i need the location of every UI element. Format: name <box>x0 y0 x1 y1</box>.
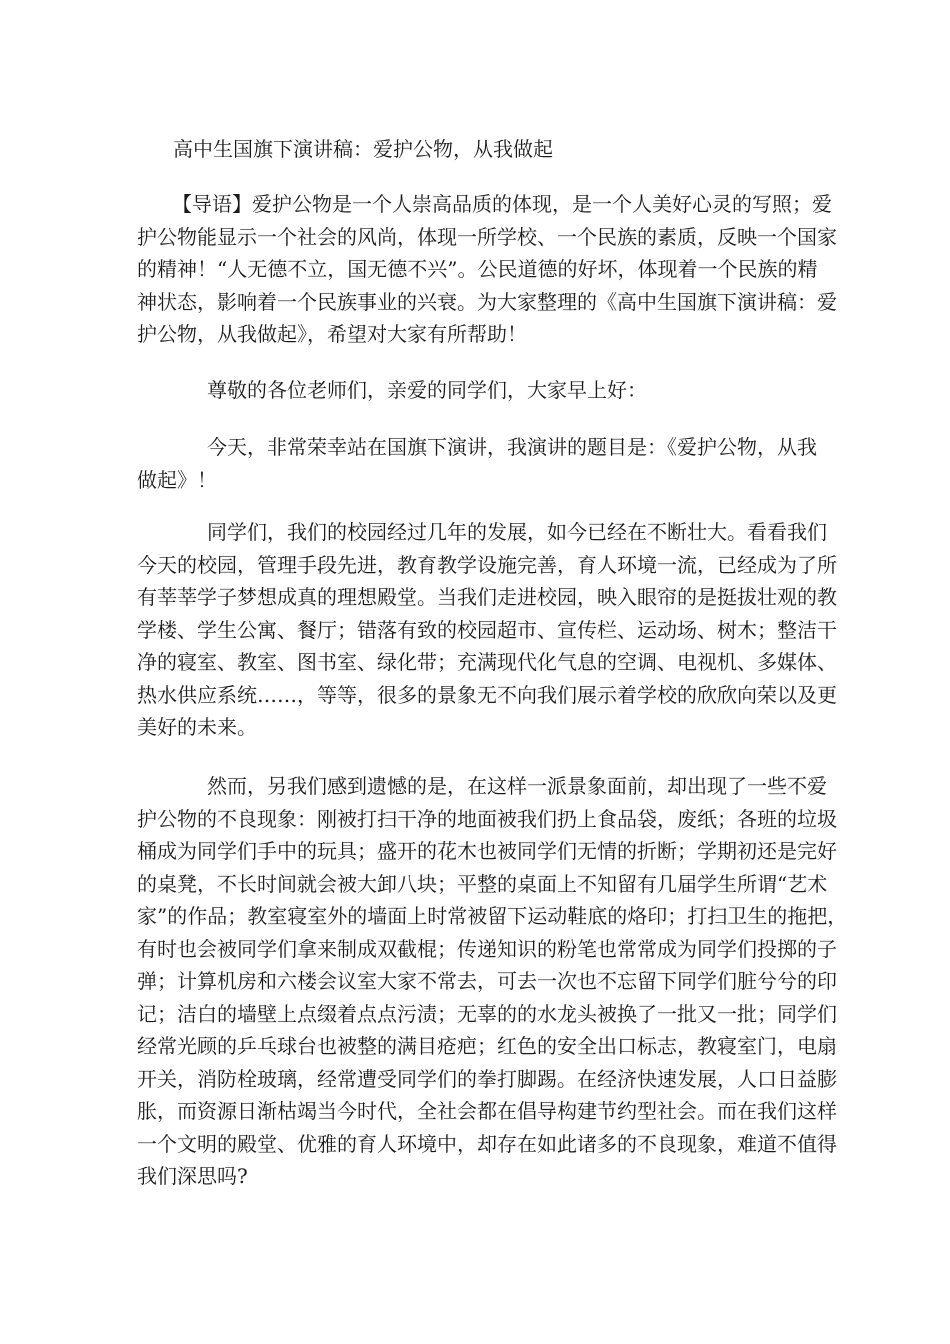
paragraph-line: 开关，消防栓玻璃，经常遭受同学们的拳打脚踢。在经济快速发展，人口日益膨 <box>137 1066 837 1091</box>
paragraph-line: 净的寝室、教室、图书室、绿化带；充满现代化气息的空调、电视机、多媒体、 <box>137 650 837 674</box>
campus-paragraph <box>137 516 837 744</box>
paragraph-line: 的桌凳，不长时间就会被大卸八块；平整的桌面上不知留有几届学生所谓“艺术 <box>137 871 828 896</box>
intro-paragraph <box>137 188 837 351</box>
paragraph-line: 弹；计算机房和六楼会议室大家不常去，可去一次也不忘留下同学们脏兮兮的印 <box>137 969 837 993</box>
paragraph-line: 学楼、学生公寓、餐厅；错落有致的校园超市、宣传栏、运动场、树木；整洁干 <box>137 617 837 642</box>
greeting-paragraph <box>137 374 813 407</box>
paragraph-line: 有时也会被同学们拿来制成双截棍；传递知识的粉笔也常常成为同学们投掷的子 <box>137 936 837 961</box>
paragraph-line: 记；洁白的墙壁上点缀着点点污渍；无辜的的水龙头被换了一批又一批；同学们 <box>137 1001 837 1026</box>
paragraph-line: 今天，非常荣幸站在国旗下演讲，我演讲的题目是：《爱护公物，从我 <box>207 435 817 459</box>
topic-paragraph <box>137 431 817 496</box>
paragraph-line: 然而，另我们感到遗憾的是，在这样一派景象面前，却出现了一些不爱 <box>207 774 827 798</box>
paragraph-line: 【导语】爱护公物是一个人崇高品质的体现，是一个人美好心灵的写照；爱 <box>172 192 832 216</box>
paragraph-line: 经常光顾的乒乓球台也被整的满目疮疤；红色的安全出口标志，教寝室门，电扇 <box>137 1034 837 1058</box>
paragraph-line: 我们深思吗? <box>137 1164 248 1188</box>
paragraph-line: 美好的未来。 <box>137 715 257 739</box>
paragraph-line: 神状态，影响着一个民族事业的兴衰。为大家整理的《高中生国旗下演讲稿：爱 <box>137 289 837 314</box>
problems-paragraph <box>137 770 848 1193</box>
paragraph-line: 桶成为同学们手中的玩具；盛开的花木也被同学们无情的折断；学期初还是完好 <box>137 839 837 863</box>
paragraph-line: 护公物能显示一个社会的风尚，体现一所学校、一个民族的素质，反映一个国家 <box>137 224 837 249</box>
paragraph-line: 一个文明的殿堂、优雅的育人环境中，却存在如此诸多的不良现象，难道不值得 <box>137 1131 837 1156</box>
paragraph-line: 护公物，从我做起》，希望对大家有所帮助！ <box>137 322 527 346</box>
paragraph-line: 护公物的不良现象：刚被打扫干净的地面被我们扔上食品袋，废纸；各班的垃圾 <box>137 806 837 831</box>
paragraph-line: 今天的校园，管理手段先进，教育教学设施完善，育人环境一流，已经成为了所 <box>137 552 837 577</box>
paragraph-line: 家”的作品；教室寝室外的墙面上时常被留下运动鞋底的烙印；打扫卫生的拖把， <box>137 904 848 928</box>
paragraph-line: 有莘莘学子梦想成真的理想殿堂。当我们走进校园，映入眼帘的是挺拔壮观的教 <box>137 585 837 609</box>
paragraph-line: 同学们，我们的校园经过几年的发展，如今已经在不断壮大。看看我们 <box>207 520 827 544</box>
document-title: 高中生国旗下演讲稿：爱护公物，从我做起 <box>173 137 553 161</box>
paragraph-line: 胀，而资源日渐枯竭当今时代，全社会都在倡导构建节约型社会。而在我们这样 <box>137 1099 837 1123</box>
paragraph-line: 做起》！ <box>137 467 217 492</box>
paragraph-line: 尊敬的各位老师们，亲爱的同学们，大家早上好： <box>207 378 647 402</box>
paragraph-line: 的精神！“人无德不立，国无德不兴”。公民道德的好坏，体现着一个民族的精 <box>137 257 818 281</box>
paragraph-line: 热水供应系统……，等等，很多的景象无不向我们展示着学校的欣欣向荣以及更 <box>137 682 837 707</box>
